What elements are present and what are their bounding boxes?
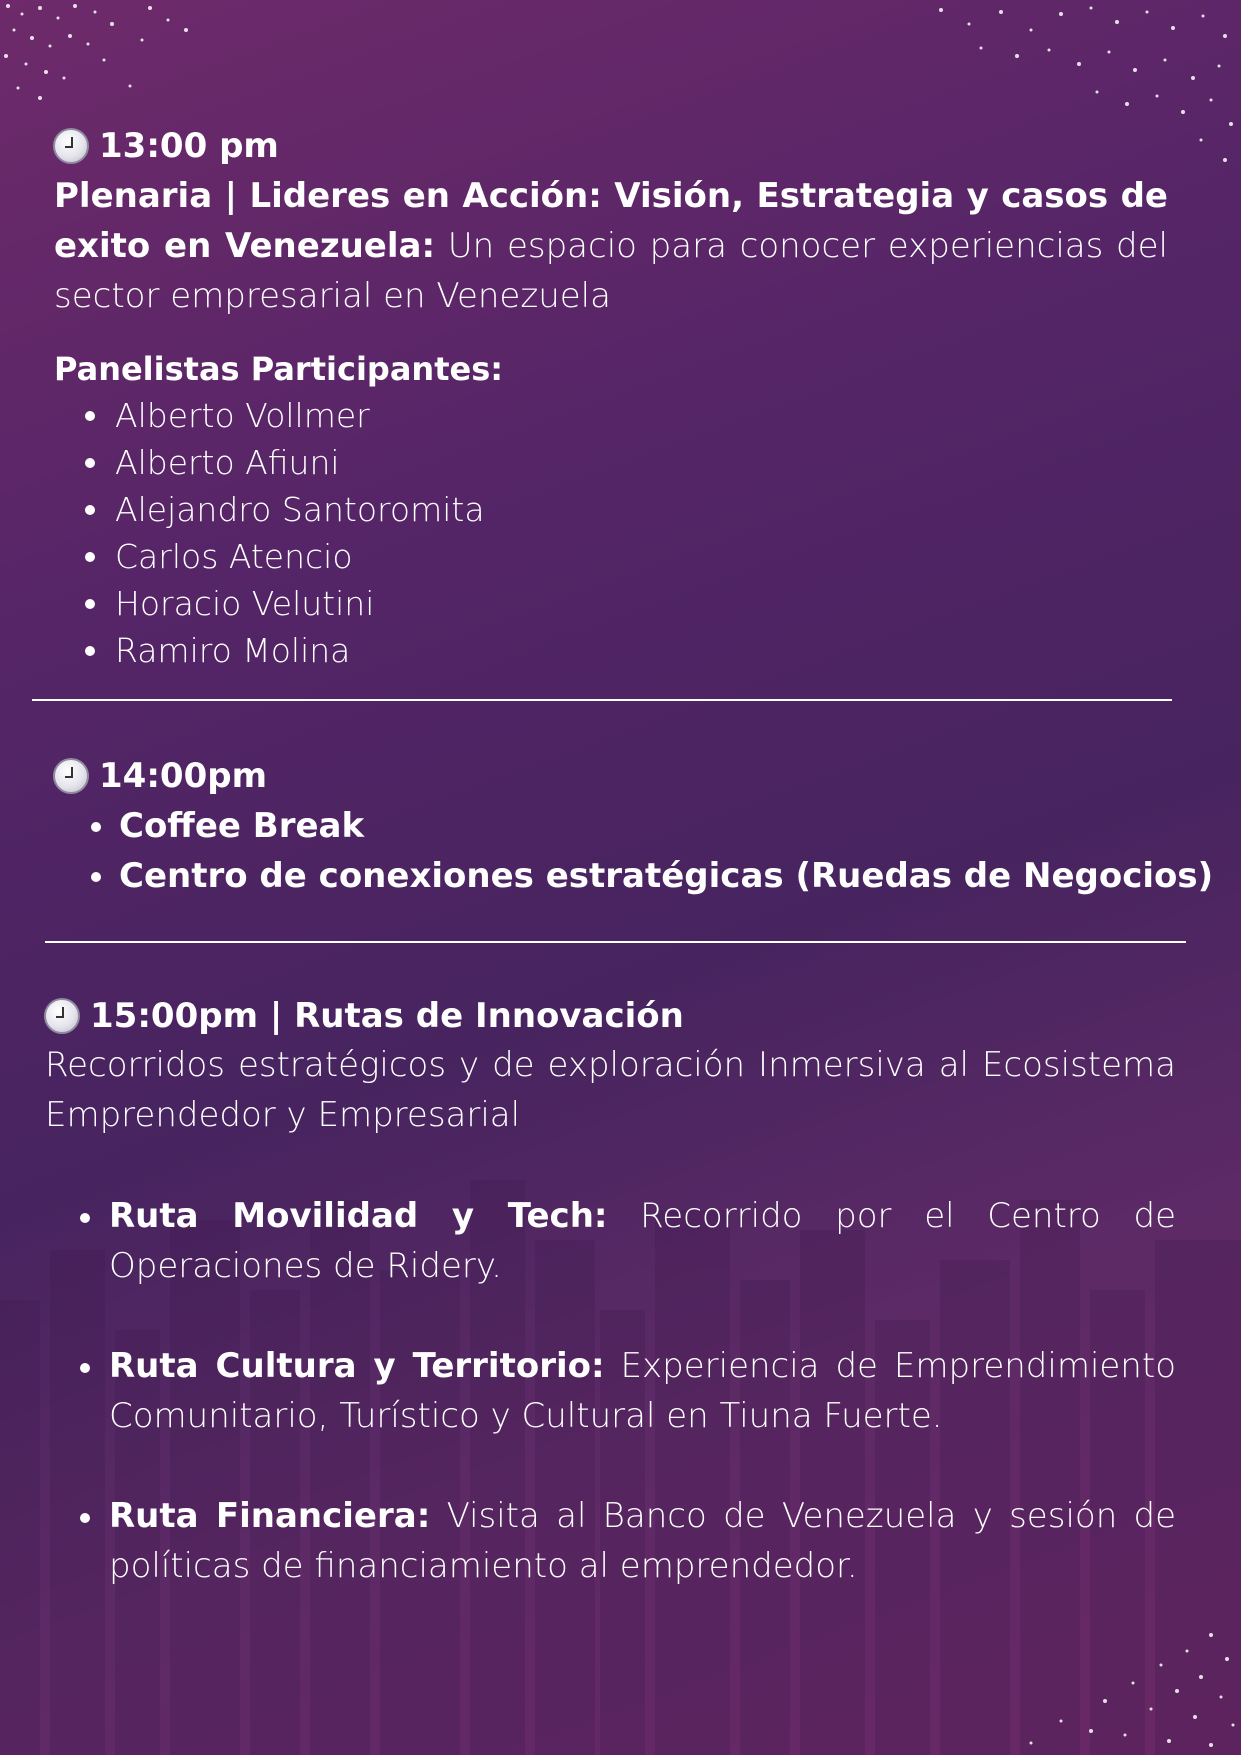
session-time-label: 15:00pm | Rutas de Innovación: [90, 996, 684, 1036]
list-item: Horacio Velutini: [82, 580, 485, 627]
session-time-label: 14:00pm: [99, 756, 267, 796]
route-name: Ruta Movilidad y Tech:: [109, 1196, 608, 1236]
plenary-title: Plenaria | Lideres en Acción: Visión, Estrategia y casos de exito en Venezuela:: [54, 176, 1168, 266]
route-item-cultura: [76, 1341, 1176, 1441]
plenary-text: Un espacio para conocer experiencias del sector empresarial en Venezuela: [54, 226, 1168, 316]
route-text: Recorrido por el Centro de Operaciones de Ridery.: [109, 1196, 1176, 1286]
route-name: Ruta Cultura y Territorio:: [109, 1346, 605, 1386]
break-items-list: [88, 801, 1213, 901]
session-time-1300: [53, 121, 279, 171]
section-divider: [32, 699, 1172, 701]
session-time-label: 13:00 pm: [99, 126, 279, 166]
route-item-movilidad: [76, 1191, 1176, 1291]
list-item: Alberto Afiuni: [82, 439, 485, 486]
route-text: Experiencia de Emprendimiento Comunitario, Turístico y Cultural en Tiuna Fuerte.: [109, 1346, 1176, 1436]
route-item-financiera: [76, 1491, 1176, 1591]
session-time-1500: [44, 991, 684, 1041]
clock-icon: [44, 998, 80, 1034]
list-item: Centro de conexiones estratégicas (Ruedas de Negocios): [88, 851, 1213, 901]
routes-description: Recorridos estratégicos y de exploración Inmersiva al Ecosistema Emprendedor y Empresarial: [45, 1045, 1176, 1135]
list-item: Alberto Vollmer: [82, 392, 485, 439]
plenary-description: [54, 171, 1168, 321]
route-text: Visita al Banco de Venezuela y sesión de políticas de financiamiento al emprendedor.: [109, 1496, 1177, 1586]
route-name: Ruta Financiera:: [109, 1496, 431, 1536]
session-time-1400: [53, 751, 267, 801]
list-item: Carlos Atencio: [82, 533, 485, 580]
panelists-heading: Panelistas Participantes:: [54, 350, 504, 388]
section-divider: [45, 941, 1186, 943]
clock-icon: [53, 128, 89, 164]
list-item: Ramiro Molina: [82, 627, 485, 674]
panelists-list: [82, 392, 485, 674]
list-item: Alejandro Santoromita: [82, 486, 485, 533]
routes-list: [76, 1191, 1176, 1591]
list-item: Coffee Break: [88, 801, 1213, 851]
clock-icon: [53, 758, 89, 794]
